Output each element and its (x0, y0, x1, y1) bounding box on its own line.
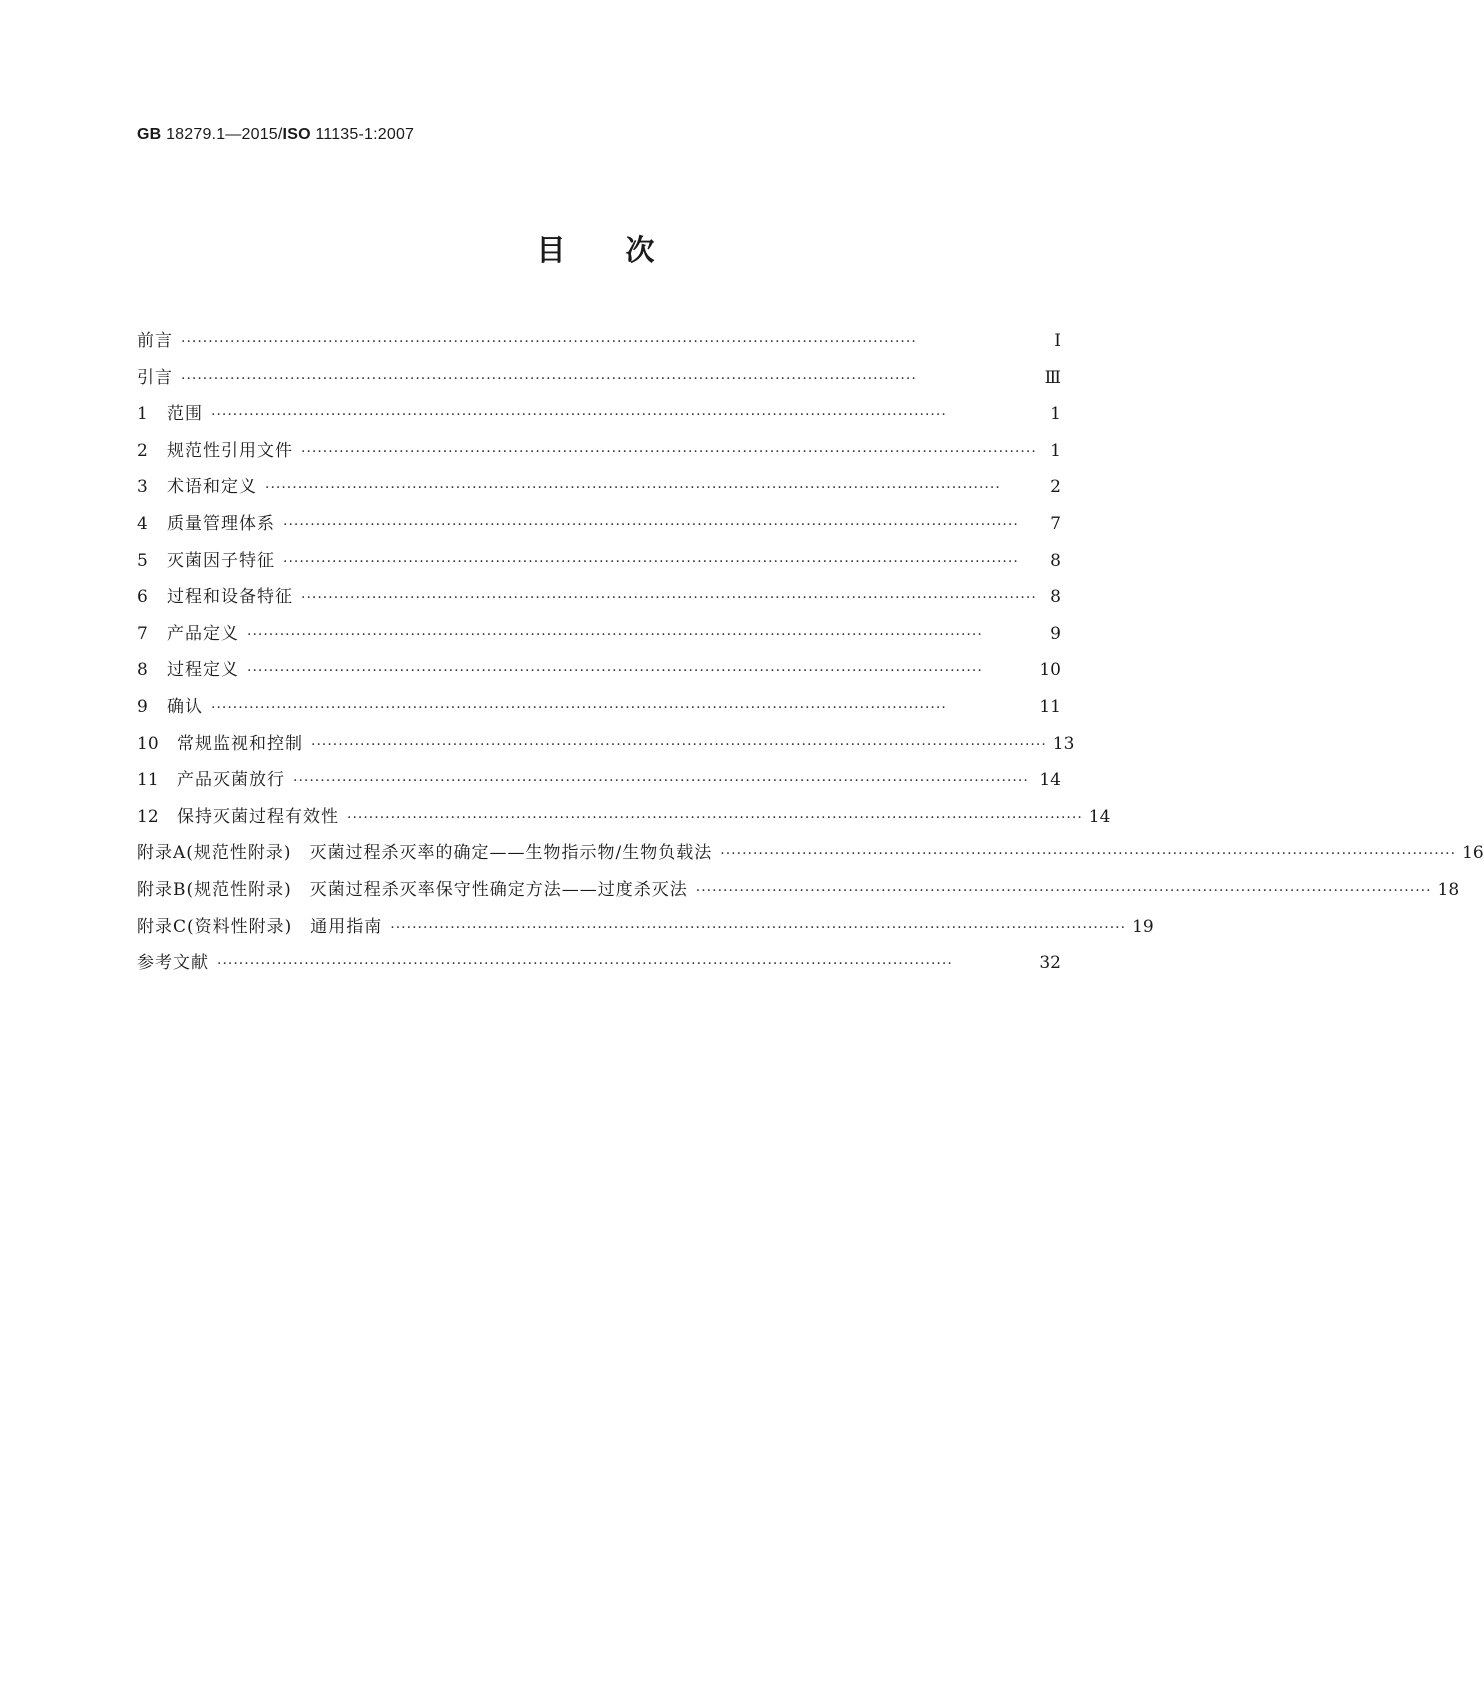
toc-entry-number: 4 (137, 513, 148, 534)
toc-entry-page: 1 (1050, 404, 1061, 425)
toc-entry-number: 2 (137, 440, 148, 461)
document-standard-number (137, 126, 414, 144)
toc-entry[interactable] (137, 582, 1061, 619)
toc-entry-page: 14 (1088, 806, 1111, 827)
toc-entry-label: 附录A(规范性附录) 灭菌过程杀灭率的确定——生物指示物/生物负载法 (137, 843, 713, 864)
toc-entry-page: Ⅰ (1054, 331, 1061, 351)
toc-entry-label: 产品定义 (167, 623, 239, 644)
toc-entry[interactable] (137, 509, 1061, 546)
toc-entry-number: 1 (137, 404, 148, 425)
toc-entry-label: 附录C(资料性附录) 通用指南 (137, 916, 383, 937)
iso-label: ISO (282, 126, 311, 143)
toc-entry-label: 附录B(规范性附录) 灭菌过程杀灭率保守性确定方法——过度杀灭法 (137, 879, 688, 900)
toc-leader-dots: ······································································································································· (293, 773, 1029, 790)
toc-entry[interactable] (137, 875, 1460, 912)
toc-entry[interactable] (137, 363, 1061, 400)
toc-entry-label: 规范性引用文件 (167, 440, 293, 461)
toc-leader-dots: ······································································································································· (301, 590, 1037, 607)
toc-leader-dots: ······································································································································· (211, 407, 947, 424)
gb-code: 18279.1—2015/ (166, 126, 283, 143)
toc-entry-label: 确认 (167, 696, 203, 717)
toc-entry-number: 7 (137, 623, 148, 644)
toc-entry[interactable] (137, 912, 1154, 949)
toc-entry[interactable] (137, 802, 1111, 839)
toc-entry-number: 5 (137, 550, 148, 571)
toc-leader-dots: ······································································································································· (181, 334, 917, 350)
toc-entry[interactable] (137, 765, 1061, 802)
toc-leader-dots: ······································································································································· (211, 699, 947, 716)
toc-leader-dots: ······································································································································· (181, 370, 917, 387)
toc-leader-dots: ······································································································································· (347, 809, 1083, 826)
toc-entry-label: 常规监视和控制 (177, 733, 303, 754)
toc-leader-dots: ······································································································································· (283, 553, 1019, 570)
toc-entry-label: 范围 (167, 404, 203, 425)
toc-entry-label: 保持灭菌过程有效性 (177, 806, 339, 827)
toc-entry-page: 14 (1039, 770, 1061, 791)
toc-entry-label: 灭菌因子特征 (167, 550, 275, 571)
toc-entry[interactable] (137, 326, 1061, 363)
toc-leader-dots: ······································································································································· (247, 663, 983, 680)
toc-entry[interactable] (137, 472, 1061, 509)
toc-entry-number: 3 (137, 477, 148, 498)
toc-entry[interactable] (137, 546, 1061, 583)
toc-entry-label: 过程定义 (167, 660, 239, 681)
toc-entry[interactable] (137, 692, 1061, 729)
toc-entry-number: 11 (137, 770, 159, 791)
toc-entry-page: Ⅲ (1044, 367, 1061, 388)
toc-entry-page: 8 (1050, 550, 1061, 571)
toc-entry[interactable] (137, 729, 1075, 766)
toc-leader-dots: ······································································································································· (217, 956, 953, 973)
toc-leader-dots: ······································································································································· (283, 516, 1019, 533)
toc-entry-number: 10 (137, 733, 159, 754)
toc-leader-dots: ······································································································································· (695, 882, 1432, 899)
toc-entry-label: 术语和定义 (167, 477, 257, 498)
toc-entry-page: 2 (1050, 477, 1061, 498)
toc-entry-number: 6 (137, 587, 148, 608)
toc-entry[interactable] (137, 399, 1061, 436)
toc-entry-label: 引言 (137, 367, 173, 388)
table-of-contents (137, 326, 1484, 985)
toc-leader-dots: ······································································································································· (301, 443, 1037, 460)
gb-label: GB (137, 126, 162, 143)
toc-entry-page: 1 (1050, 440, 1061, 461)
toc-entry[interactable] (137, 436, 1061, 473)
toc-entry-number: 9 (137, 696, 148, 717)
toc-entry-page: 11 (1039, 696, 1061, 717)
toc-entry-number: 8 (137, 660, 148, 681)
toc-entry-number: 12 (137, 806, 159, 827)
toc-entry-page: 16 (1462, 843, 1484, 864)
toc-entry-label: 前言 (137, 331, 173, 351)
toc-leader-dots: ······································································································································· (265, 480, 1001, 497)
toc-entry-page: 9 (1050, 623, 1061, 644)
toc-entry[interactable] (137, 655, 1061, 692)
toc-entry-label: 质量管理体系 (167, 513, 275, 534)
toc-entry-page: 8 (1050, 587, 1061, 608)
iso-code: 11135-1:2007 (315, 126, 415, 143)
page-title: 目次 (536, 233, 715, 267)
toc-entry-label: 过程和设备特征 (167, 587, 293, 608)
toc-entry[interactable] (137, 838, 1484, 875)
toc-entry-page: 10 (1039, 660, 1061, 681)
toc-entry-page: 13 (1052, 733, 1075, 754)
toc-entry-page: 18 (1437, 879, 1460, 900)
toc-leader-dots: ······································································································································· (311, 736, 1047, 753)
toc-entry-page: 19 (1132, 916, 1154, 937)
toc-leader-dots: ······································································································································· (720, 846, 1457, 863)
toc-leader-dots: ······································································································································· (390, 919, 1127, 936)
toc-entry-page: 7 (1050, 513, 1061, 534)
toc-entry[interactable] (137, 948, 1061, 985)
toc-entry[interactable] (137, 619, 1061, 656)
toc-leader-dots: ······································································································································· (247, 626, 983, 643)
toc-entry-page: 32 (1039, 953, 1061, 974)
toc-entry-label: 产品灭菌放行 (177, 770, 285, 791)
toc-entry-label: 参考文献 (137, 953, 209, 974)
